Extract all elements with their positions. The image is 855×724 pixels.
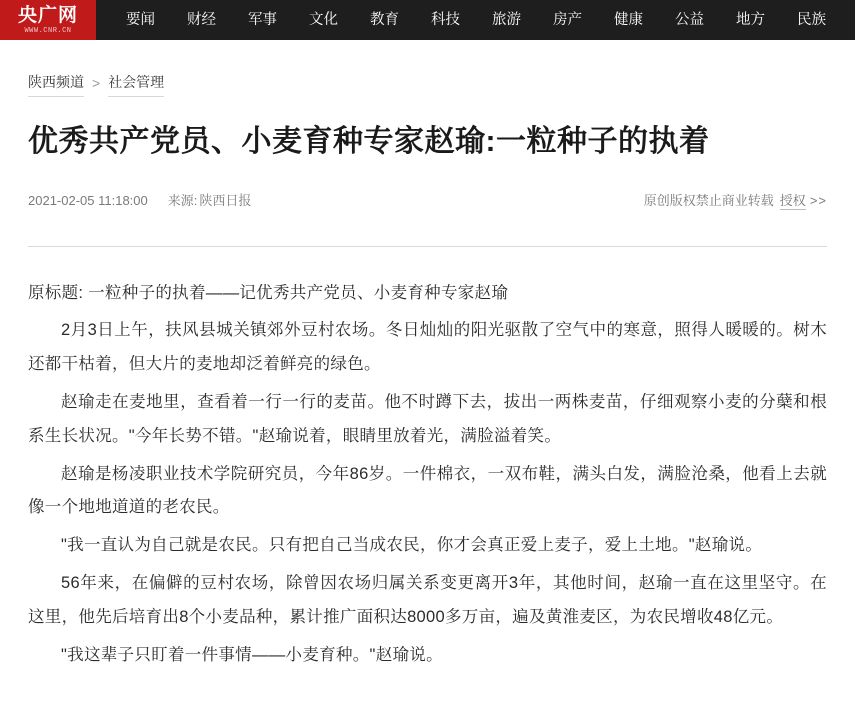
- nav-item-10[interactable]: 地方: [736, 12, 765, 28]
- article-meta: [28, 190, 827, 210]
- publish-date: 2021-02-05 11:18:00: [28, 192, 148, 208]
- article-paragraph-6: "我这辈子只盯着一件事情——小麦育种。"赵瑜说。: [61, 645, 443, 664]
- source-name: 陕西日报: [199, 192, 252, 208]
- nav-item-1[interactable]: 财经: [187, 12, 216, 28]
- article-paragraph-0: 原标题: 一粒种子的执着——记优秀共产党员、小麦育种专家赵瑜: [28, 283, 509, 302]
- nav-item-2[interactable]: 军事: [248, 12, 277, 28]
- site-logo-text: 央广网: [17, 4, 78, 26]
- article-paragraph-1: 2月3日上午，扶风县城关镇郊外豆村农场。冬日灿灿的阳光驱散了空气中的寒意，照得人暖暖的。树木还都干枯着，但大片的麦地却泛着鲜亮的绿色。: [28, 321, 827, 374]
- site-header: [0, 0, 855, 40]
- article-paragraph-2: 赵瑜走在麦地里，查看着一行一行的麦苗。他不时蹲下去，拔出一两株麦苗，仔细观察小麦的分蘖和根系生长状况。"今年长势不错。"赵瑜说着，眼睛里放着光，满脸溢着笑。: [28, 393, 827, 445]
- article-body: [28, 277, 827, 673]
- article-paragraph-3: 赵瑜是杨凌职业技术学院研究员，今年86岁。一件棉衣，一双布鞋，满头白发，满脸沧桑，他看上去就像一个地地道道的老农民。: [28, 464, 827, 517]
- breadcrumb: [28, 72, 827, 97]
- article-paragraph-4: "我一直认为自己就是农民。只有把自己当成农民，你才会真正爱上麦子，爱上土地。"赵瑜说。: [61, 536, 763, 555]
- breadcrumb-current[interactable]: 社会管理: [108, 72, 164, 97]
- breadcrumb-channel[interactable]: 陕西频道: [28, 72, 84, 97]
- source-label: 来源:: [167, 192, 198, 208]
- nav-item-3[interactable]: 文化: [309, 12, 338, 28]
- page-content: [0, 72, 855, 673]
- article-meta-left: [28, 190, 251, 209]
- authorization-arrows: >>: [809, 192, 827, 208]
- site-logo[interactable]: [0, 0, 96, 40]
- copyright-note: 原创版权禁止商业转载: [643, 192, 774, 208]
- nav-item-9[interactable]: 公益: [675, 12, 704, 28]
- header-divider: [28, 246, 827, 247]
- page-title: 优秀共产党员、小麦育种专家赵瑜:一粒种子的执着: [28, 125, 710, 158]
- nav-item-5[interactable]: 科技: [431, 12, 460, 28]
- nav-item-11[interactable]: 民族: [797, 12, 826, 28]
- nav-item-6[interactable]: 旅游: [492, 12, 521, 28]
- nav-item-7[interactable]: 房产: [553, 12, 582, 28]
- site-logo-domain: WWW.CNR.CN: [24, 26, 72, 35]
- article-paragraph-5: 56年来，在偏僻的豆村农场，除曾因农场归属关系变更离开3年，其他时间，赵瑜一直在这里坚守。在这里，他先后培育出8个小麦品种，累计推广面积达8000多万亩，遍及黄淮麦区，为农民增收48亿元。: [28, 574, 827, 626]
- nav-item-4[interactable]: 教育: [370, 12, 399, 28]
- breadcrumb-separator: >: [92, 74, 101, 91]
- nav-item-0[interactable]: 要闻: [126, 12, 155, 28]
- authorization-link[interactable]: 授权: [780, 190, 806, 210]
- main-navigation: [96, 0, 842, 40]
- article-meta-right: [644, 190, 827, 210]
- nav-item-8[interactable]: 健康: [614, 12, 643, 28]
